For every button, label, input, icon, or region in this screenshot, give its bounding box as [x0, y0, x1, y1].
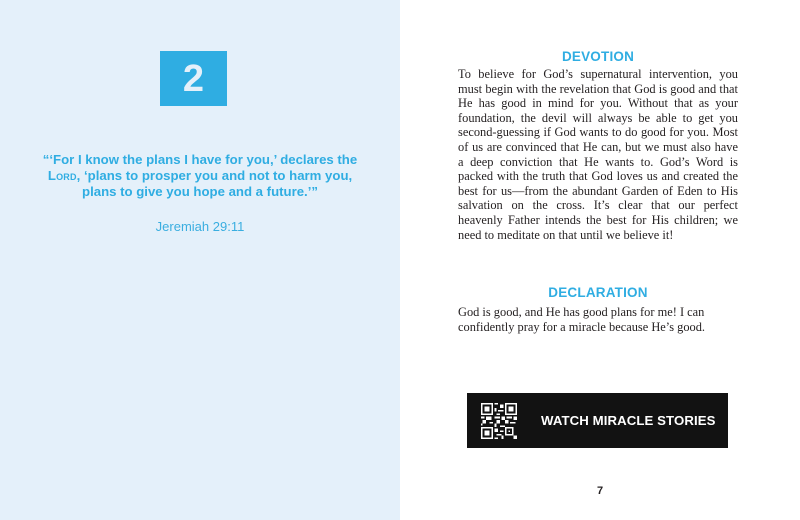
day-number: 2 — [182, 57, 205, 100]
day-number-badge — [160, 51, 227, 106]
verse-text-part1: “‘For I know the plans I have for you,’ declares the — [42, 152, 358, 167]
verse-text-part2: , ‘plans to prosper you and not to harm you, plans to give you hope and a future.’” — [76, 168, 353, 199]
declaration-text: God is good, and He has good plans for me! I can confidently pray for a miracle because He’s good. — [458, 305, 706, 334]
devotion-heading: DEVOTION — [561, 49, 635, 64]
scripture-verse — [40, 152, 360, 200]
watch-miracle-stories-button[interactable] — [467, 393, 728, 448]
verse-reference: Jeremiah 29:11 — [155, 219, 245, 234]
declaration-heading: DECLARATION — [548, 285, 648, 300]
watch-miracle-stories-label: WATCH MIRACLE STORIES — [541, 413, 716, 428]
right-page — [400, 0, 800, 520]
page-number: 7 — [596, 485, 604, 497]
qr-code-icon — [481, 403, 517, 439]
devotion-text: To believe for God’s supernatural intervention, you must begin with the revelation that God is good and that He has good in mind for you. Without that as your foundation, the devil will always be able to get you second-guessing if God wants to do good for you. Most of us are convinced that He can, but we must also have a deep conviction that He wants to. God’s Word is packed with the truth that God loves us and created the best for us—from the abundant Garden of Eden to His salvation on the cross. It’s clear that our perfect heavenly Father intends the best for His children; we need to meditate on that until we believe it! — [458, 67, 738, 242]
verse-lord-smallcaps: Lord — [47, 168, 77, 183]
